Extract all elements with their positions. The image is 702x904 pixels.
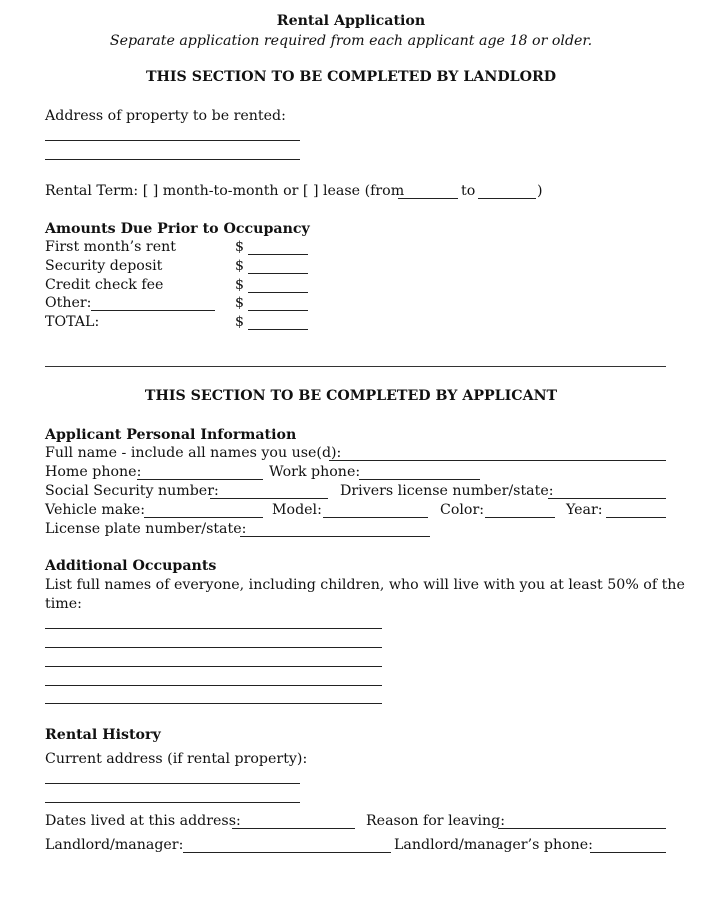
current-address-line-2[interactable] — [45, 802, 300, 803]
ssn-field[interactable] — [210, 498, 328, 499]
page-title: Rental Application — [276, 13, 426, 29]
vehicle-make-label: Vehicle make: — [45, 502, 146, 518]
landlord-label: Landlord/manager: — [45, 837, 184, 853]
amount-label-first-month: First month’s rent — [45, 239, 176, 255]
currency-sign: $ — [235, 295, 245, 311]
work-phone-label: Work phone: — [269, 464, 361, 480]
applicant-section-heading: THIS SECTION TO BE COMPLETED BY APPLICANT — [144, 388, 558, 404]
personal-info-heading: Applicant Personal Information — [45, 427, 297, 443]
total-amount-field[interactable] — [248, 329, 308, 330]
year-label: Year: — [566, 502, 603, 518]
reason-leaving-label: Reason for leaving: — [366, 813, 506, 829]
occupants-instructions-cont: time: — [45, 596, 82, 612]
occupant-line-2[interactable] — [45, 647, 382, 648]
currency-sign: $ — [235, 277, 245, 293]
credit-check-fee-field[interactable] — [248, 292, 308, 293]
license-plate-label: License plate number/state: — [45, 521, 247, 537]
home-phone-label: Home phone: — [45, 464, 142, 480]
amounts-heading: Amounts Due Prior to Occupancy — [45, 221, 310, 237]
currency-sign: $ — [235, 314, 245, 330]
address-label: Address of property to be rented: — [45, 108, 286, 124]
model-field[interactable] — [323, 517, 428, 518]
work-phone-field[interactable] — [359, 479, 480, 480]
occupants-instructions: List full names of everyone, including children, who will live with you at least 50% of the — [45, 577, 685, 593]
license-plate-field[interactable] — [240, 536, 430, 537]
current-address-label: Current address (if rental property): — [45, 751, 308, 767]
dates-lived-label: Dates lived at this address: — [45, 813, 241, 829]
section-divider — [45, 366, 666, 367]
color-field[interactable] — [485, 517, 555, 518]
amount-label-security-deposit: Security deposit — [45, 258, 163, 274]
landlord-field[interactable] — [183, 852, 391, 853]
rental-term-label: Rental Term: [ ] month-to-month or [ ] lease (from — [45, 183, 405, 199]
other-description-field[interactable] — [91, 310, 215, 311]
drivers-license-field[interactable] — [548, 498, 666, 499]
amount-label-credit-check: Credit check fee — [45, 277, 164, 293]
rental-history-heading: Rental History — [45, 727, 161, 743]
page-subtitle: Separate application required from each applicant age 18 or older. — [109, 33, 593, 49]
address-line-2[interactable] — [45, 159, 300, 160]
landlord-phone-label: Landlord/manager’s phone: — [394, 837, 593, 853]
occupant-line-5[interactable] — [45, 703, 382, 704]
first-month-rent-field[interactable] — [248, 254, 308, 255]
year-field[interactable] — [606, 517, 666, 518]
occupants-heading: Additional Occupants — [45, 558, 217, 574]
address-line-1[interactable] — [45, 140, 300, 141]
security-deposit-field[interactable] — [248, 273, 308, 274]
lease-from-field[interactable] — [398, 198, 458, 199]
full-name-label: Full name - include all names you use(d): — [45, 445, 342, 461]
occupant-line-1[interactable] — [45, 628, 382, 629]
amount-label-other: Other: — [45, 295, 92, 311]
occupant-line-3[interactable] — [45, 666, 382, 667]
occupant-line-4[interactable] — [45, 685, 382, 686]
dates-lived-field[interactable] — [232, 828, 355, 829]
vehicle-make-field[interactable] — [144, 517, 263, 518]
currency-sign: $ — [235, 239, 245, 255]
rental-term-to: to — [461, 183, 476, 199]
ssn-label: Social Security number: — [45, 483, 219, 499]
full-name-field[interactable] — [329, 460, 666, 461]
current-address-line-1[interactable] — [45, 783, 300, 784]
landlord-phone-field[interactable] — [590, 852, 666, 853]
lease-to-field[interactable] — [478, 198, 536, 199]
other-amount-field[interactable] — [248, 310, 308, 311]
drivers-license-label: Drivers license number/state: — [340, 483, 554, 499]
currency-sign: $ — [235, 258, 245, 274]
reason-leaving-field[interactable] — [498, 828, 666, 829]
amount-label-total: TOTAL: — [45, 314, 100, 330]
rental-term-close: ) — [537, 183, 543, 199]
color-label: Color: — [440, 502, 485, 518]
model-label: Model: — [272, 502, 322, 518]
landlord-section-heading: THIS SECTION TO BE COMPLETED BY LANDLORD — [145, 69, 557, 85]
home-phone-field[interactable] — [137, 479, 263, 480]
